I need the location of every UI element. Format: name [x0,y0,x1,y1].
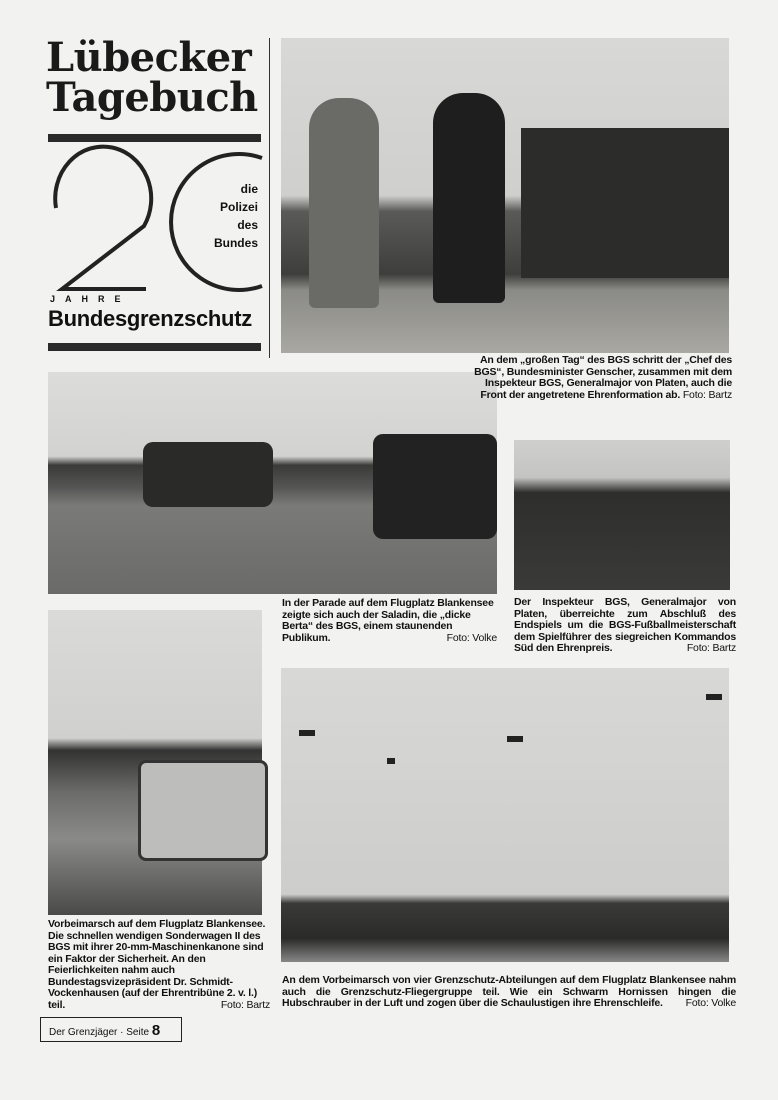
caption-photo3 [514,597,736,655]
caption-text: Der Inspekteur BGS, Generalmajor von Platen, überreichte zum Abschluß des Endspiels um die BGS-Fußballmeisterschaft dem Spielführer des siegreichen Kommandos Süd den Ehrenpreis. [514,596,736,654]
vertical-rule [269,38,270,358]
masthead [46,34,258,121]
photo-parade-saladin [48,372,497,594]
caption-text: In der Parade auf dem Flugplatz Blankensee zeigte sich auch der Saladin, die „dicke Berta“ des BGS, einem staunenden Publikum. [282,597,494,644]
caption-photo2 [282,598,497,644]
caption-text: Vorbeimarsch auf dem Flugplatz Blankensee. Die schnellen wendigen Sonderwagen II des BGS mit ihrer 20-mm-Maschinenkanone sind ein Faktor der Sicherheit. An den Feierlichkeiten nahm auch Bundestagsvizepräsident Dr. Schmidt-Vockenhausen (auf der Ehrentribüne 2. v. l.) teil. [48,918,266,1011]
tagline-line: Bundes [213,236,258,250]
tagline [180,180,258,252]
troops-formation [521,128,729,278]
page-footer [40,1017,182,1042]
masthead-line2: Tagebuch [46,74,258,121]
caption-photo4 [48,919,270,1011]
photo-helicopter-flyover [281,668,729,962]
armored-car [373,434,497,539]
photo-credit: Foto: Bartz [686,642,736,654]
special-vehicle [138,760,268,861]
tagline-line: Polizei [219,200,258,214]
photo-credit: Foto: Bartz [220,998,270,1011]
tagline-line: des [237,218,258,232]
caption-text: An dem Vorbeimarsch von vier Grenzschutz-Abteilungen auf dem Flugplatz Blankensee nahm auch die Grenzschutz-Fliegergruppe teil. Wie ein Schwarm Hornissen hingen die Hubschrauber in der Luft und zogen über die Schaulustigen ihre Ehrenschleife. [282,974,736,1009]
tagline-line: die [240,182,258,196]
caption-photo1 [470,355,732,401]
photo-special-vehicle [48,610,262,915]
publication-name: Der Grenzjäger [49,1027,118,1038]
helicopter-icon [507,736,523,742]
years-label: JAHRE [50,294,131,304]
minister-figure [433,93,505,303]
photo-award-ceremony [514,440,730,590]
masthead-line1: Lübecker [46,34,252,81]
photo-inspection [281,38,729,353]
helicopter-icon [299,730,315,736]
organization-title: Bundesgrenzschutz [48,306,252,331]
caption-photo5 [282,975,736,1010]
armored-car [143,442,273,507]
footer-separator: · [120,1027,124,1038]
officer-figure [309,98,379,308]
photo-credit: Foto: Bartz [682,388,732,401]
page-label: Seite [126,1027,150,1038]
helicopter-icon [706,694,722,700]
caption-text: An dem „großen Tag“ des BGS schritt der „Chef des BGS“, Bundesminister Genscher, zusammen mit dem Inspekteur BGS, Generalmajor von Platen, auch die Front der angetretene Ehrenformation ab. [474,354,732,401]
photo-credit: Foto: Volke [446,631,497,644]
page-number: 8 [151,1022,161,1039]
divider-bar [48,134,261,142]
helicopter-icon [387,758,395,764]
divider-bar [48,343,261,351]
photo-credit: Foto: Volke [685,997,736,1009]
